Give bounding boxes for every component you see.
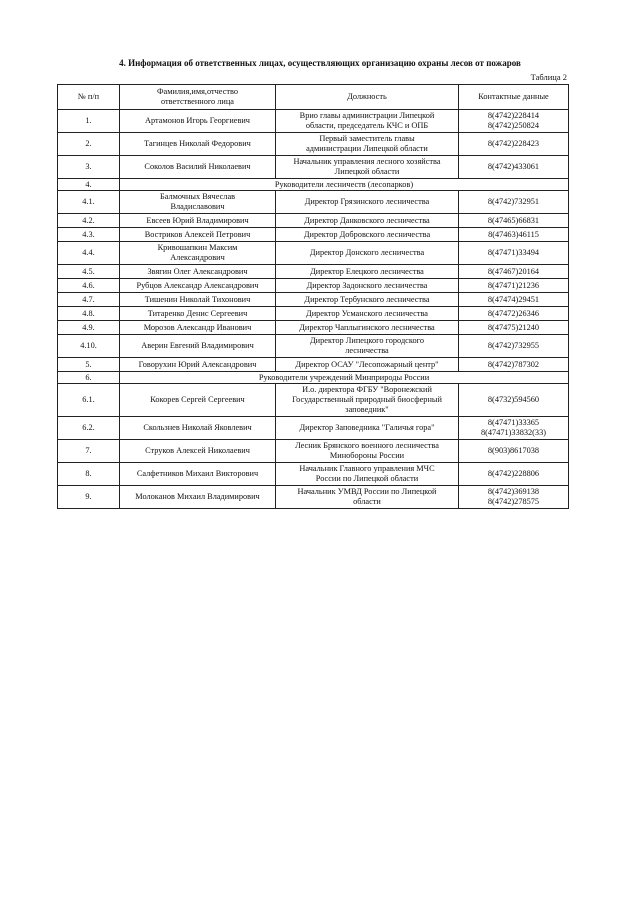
person-name xyxy=(120,279,276,293)
person-contacts xyxy=(459,384,569,417)
table-row xyxy=(58,265,569,279)
person-name xyxy=(120,214,276,228)
row-num: 2. xyxy=(58,133,120,156)
person-name-line: Артамонов Игорь Георгиевич xyxy=(145,116,250,125)
person-name xyxy=(120,417,276,440)
person-position-line: Первый заместитель главы xyxy=(319,134,415,143)
person-name xyxy=(120,384,276,417)
header-position: Должность xyxy=(276,85,459,110)
document-title: 4. Информация об ответственных лицах, осуществляющих организацию охраны лесов от пожаров xyxy=(119,58,521,68)
person-name xyxy=(120,133,276,156)
row-num: 6.2. xyxy=(58,417,120,440)
section-label: Руководители учреждений Минприроды России xyxy=(120,372,569,384)
person-position xyxy=(276,417,459,440)
person-contacts-line: 8(47463)46115 xyxy=(488,229,539,239)
person-name xyxy=(120,440,276,463)
person-contacts-line: 8(4742)250824 xyxy=(487,121,540,130)
person-position-line: Директор Грязинского лесничества xyxy=(304,197,430,206)
person-position-line: Врио главы администрации Липецкой xyxy=(299,111,435,120)
person-contacts-line: 8(47471)33365 xyxy=(487,418,540,427)
person-name xyxy=(120,156,276,179)
person-name-line: Александрович xyxy=(170,253,225,262)
person-position-line: Липецкой области xyxy=(334,167,400,176)
person-contacts-line: 8(4742)369138 xyxy=(487,487,540,496)
person-name xyxy=(120,358,276,372)
person-contacts-line: 8(4742)732955 xyxy=(487,341,540,350)
person-name-line: Тагинцев Николай Федорович xyxy=(144,139,251,148)
person-contacts xyxy=(459,463,569,486)
person-position-line: Начальник УМВД России по Липецкой xyxy=(297,487,437,496)
row-num: 4.2. xyxy=(58,214,120,228)
person-name-line: Титаренко Денис Сергеевич xyxy=(147,308,248,318)
row-num: 3. xyxy=(58,156,120,179)
person-name-line: Соколов Василий Николаевич xyxy=(144,162,251,171)
person-contacts-line: 8(47474)29451 xyxy=(487,294,540,304)
person-name-line: Балмочных Вячеслав xyxy=(159,192,236,201)
person-position xyxy=(276,293,459,307)
person-contacts xyxy=(459,242,569,265)
person-position-line: области xyxy=(353,497,381,506)
person-contacts xyxy=(459,307,569,321)
person-contacts xyxy=(459,321,569,335)
table-row xyxy=(58,133,569,156)
person-contacts-line: 8(4742)278575 xyxy=(487,497,540,506)
person-position-line: Лесник Брянского военного лесничества xyxy=(295,441,439,450)
section-label: Руководители лесничеств (лесопарков) xyxy=(120,179,569,191)
person-contacts-line: 8(4742)228423 xyxy=(487,139,540,148)
person-position-line: Директор Добровского лесничества xyxy=(303,229,431,239)
person-contacts xyxy=(459,156,569,179)
person-contacts xyxy=(459,440,569,463)
header-contacts: Контактные данные xyxy=(459,85,569,110)
table-row xyxy=(58,214,569,228)
person-position xyxy=(276,358,459,372)
person-position-line: Директор Донского лесничества xyxy=(309,248,425,257)
person-name-line: Кокорев Сергей Сергеевич xyxy=(150,395,245,404)
person-contacts xyxy=(459,133,569,156)
table-row xyxy=(58,321,569,335)
table-row xyxy=(58,486,569,509)
table-row xyxy=(58,440,569,463)
table-row xyxy=(58,110,569,133)
person-name-line: Звягин Олег Александрович xyxy=(147,266,248,276)
person-position xyxy=(276,242,459,265)
row-num: 1. xyxy=(58,110,120,133)
person-position-line: Директор Чаплыгинского лесничества xyxy=(299,322,435,332)
person-position xyxy=(276,191,459,214)
table-row xyxy=(58,191,569,214)
row-num: 4.10. xyxy=(58,335,120,358)
row-num: 5. xyxy=(58,358,120,372)
person-name xyxy=(120,228,276,242)
person-position-line: Начальник управления лесного хозяйства xyxy=(293,157,441,166)
header-num: № п/п xyxy=(58,85,120,110)
person-position-line: Директор Задонского лесничества xyxy=(306,280,428,290)
person-name xyxy=(120,110,276,133)
table-row xyxy=(58,335,569,358)
person-contacts-line: 8(47471)33494 xyxy=(487,248,540,257)
person-position xyxy=(276,133,459,156)
person-name-line: Аверин Евгений Владимирович xyxy=(141,341,254,350)
person-contacts xyxy=(459,214,569,228)
person-position-line: заповедник" xyxy=(345,405,389,414)
person-position xyxy=(276,384,459,417)
table-caption: Таблица 2 xyxy=(530,72,567,82)
table-row xyxy=(58,228,569,242)
person-name-line: Струков Алексей Николаевич xyxy=(145,446,250,455)
person-position-line: администрации Липецкой области xyxy=(306,144,428,153)
person-contacts xyxy=(459,191,569,214)
person-contacts-line: 8(47475)21240 xyxy=(487,322,540,332)
person-name xyxy=(120,321,276,335)
table-row xyxy=(58,384,569,417)
person-contacts-line: 8(4742)228806 xyxy=(487,469,540,478)
table-row xyxy=(58,279,569,293)
row-num: 8. xyxy=(58,463,120,486)
person-contacts-line: 8(4732)594560 xyxy=(487,395,540,404)
row-num: 6. xyxy=(58,372,120,384)
person-position-line: России по Липецкой области xyxy=(315,474,419,483)
table-row xyxy=(58,417,569,440)
person-position-line: Директор Данковского лесничества xyxy=(304,215,430,225)
row-num: 4.1. xyxy=(58,191,120,214)
person-position xyxy=(276,307,459,321)
row-num: 6.1. xyxy=(58,384,120,417)
row-num: 4.3. xyxy=(58,228,120,242)
person-contacts-line: 8(47471)21236 xyxy=(487,280,540,290)
person-position-line: области, председатель КЧС и ОПБ xyxy=(305,121,429,130)
person-contacts xyxy=(459,486,569,509)
person-contacts-line: 8(47472)26346 xyxy=(487,308,540,318)
person-position-line: Директор Усманского лесничества xyxy=(306,308,428,318)
table-body xyxy=(58,110,569,509)
person-position-line: Директор ОСАУ "Лесопожарный центр" xyxy=(295,359,439,369)
person-name-line: Востриков Алексей Петрович xyxy=(144,229,251,239)
person-name xyxy=(120,335,276,358)
row-num: 4.9. xyxy=(58,321,120,335)
person-position-line: Начальник Главного управления МЧС xyxy=(299,464,435,473)
person-name-line: Кривошапкин Максим xyxy=(157,243,238,252)
person-contacts xyxy=(459,279,569,293)
person-contacts xyxy=(459,228,569,242)
table-row xyxy=(58,307,569,321)
person-contacts-line: 8(4742)228414 xyxy=(487,111,540,120)
row-num: 4.6. xyxy=(58,279,120,293)
table-row xyxy=(58,463,569,486)
person-position xyxy=(276,156,459,179)
person-position-line: Государственный природный биосферный xyxy=(292,395,442,404)
person-name xyxy=(120,191,276,214)
person-name-line: Морозов Александр Иванович xyxy=(143,322,252,332)
person-name-line: Владиславович xyxy=(170,202,225,211)
person-name-line: Салфетников Михаил Викторович xyxy=(136,469,259,478)
person-position-line: лесничества xyxy=(345,346,389,355)
person-name-line: Молоканов Михаил Владимирович xyxy=(135,492,260,501)
person-name xyxy=(120,293,276,307)
person-contacts-line: 8(47465)66831 xyxy=(487,215,540,225)
person-position-line: Директор Липецкого городского xyxy=(310,336,424,345)
person-position xyxy=(276,279,459,293)
person-contacts xyxy=(459,110,569,133)
responsible-persons-table xyxy=(57,84,569,509)
table-header-row xyxy=(58,85,569,110)
person-name xyxy=(120,265,276,279)
person-position xyxy=(276,228,459,242)
person-position-line: Директор Тербунского лесничества xyxy=(304,294,430,304)
person-position-line: И.о. директора ФГБУ "Воронежский xyxy=(302,385,432,394)
row-num: 4. xyxy=(58,179,120,191)
person-position-line: Директор Заповедника "Галичья гора" xyxy=(299,423,435,432)
row-num: 9. xyxy=(58,486,120,509)
person-contacts-line: 8(47471)33832(33) xyxy=(481,428,546,437)
person-name-line: Скользнев Николай Яковлевич xyxy=(143,423,252,432)
person-contacts-line: 8(903)8617038 xyxy=(487,446,540,455)
person-contacts-line: 8(4742)787302 xyxy=(487,359,540,369)
person-contacts xyxy=(459,358,569,372)
section-row xyxy=(58,372,569,384)
person-position xyxy=(276,440,459,463)
row-num: 4.7. xyxy=(58,293,120,307)
row-num: 4.4. xyxy=(58,242,120,265)
person-name xyxy=(120,463,276,486)
section-row xyxy=(58,179,569,191)
row-num: 4.5. xyxy=(58,265,120,279)
row-num: 7. xyxy=(58,440,120,463)
person-position xyxy=(276,463,459,486)
person-position xyxy=(276,486,459,509)
person-name-line: Говорухин Юрий Александрович xyxy=(138,359,257,369)
person-name-line: Евсеев Юрий Владимирович xyxy=(146,215,249,225)
person-position xyxy=(276,321,459,335)
person-contacts-line: 8(4742)732951 xyxy=(487,197,540,206)
header-name-line: Фамилия,имя,отчество xyxy=(156,87,239,96)
person-contacts xyxy=(459,335,569,358)
person-contacts xyxy=(459,417,569,440)
table-row xyxy=(58,358,569,372)
table-row xyxy=(58,242,569,265)
person-name-line: Тишенин Николай Тихонович xyxy=(144,294,251,304)
person-contacts-line: 8(47467)20164 xyxy=(487,266,540,276)
person-position-line: Директор Елецкого лесничества xyxy=(310,266,424,276)
header-name-line: ответственного лица xyxy=(161,97,234,106)
person-name-line: Рубцов Александр Александрович xyxy=(136,280,259,290)
person-position xyxy=(276,265,459,279)
person-name xyxy=(120,242,276,265)
person-contacts-line: 8(4742)433061 xyxy=(487,162,540,171)
row-num: 4.8. xyxy=(58,307,120,321)
person-position xyxy=(276,110,459,133)
person-contacts xyxy=(459,265,569,279)
person-contacts xyxy=(459,293,569,307)
person-name xyxy=(120,307,276,321)
person-position-line: Минобороны России xyxy=(329,451,405,460)
header-name xyxy=(120,85,276,110)
table-row xyxy=(58,293,569,307)
person-position xyxy=(276,335,459,358)
person-position xyxy=(276,214,459,228)
table-row xyxy=(58,156,569,179)
person-name xyxy=(120,486,276,509)
